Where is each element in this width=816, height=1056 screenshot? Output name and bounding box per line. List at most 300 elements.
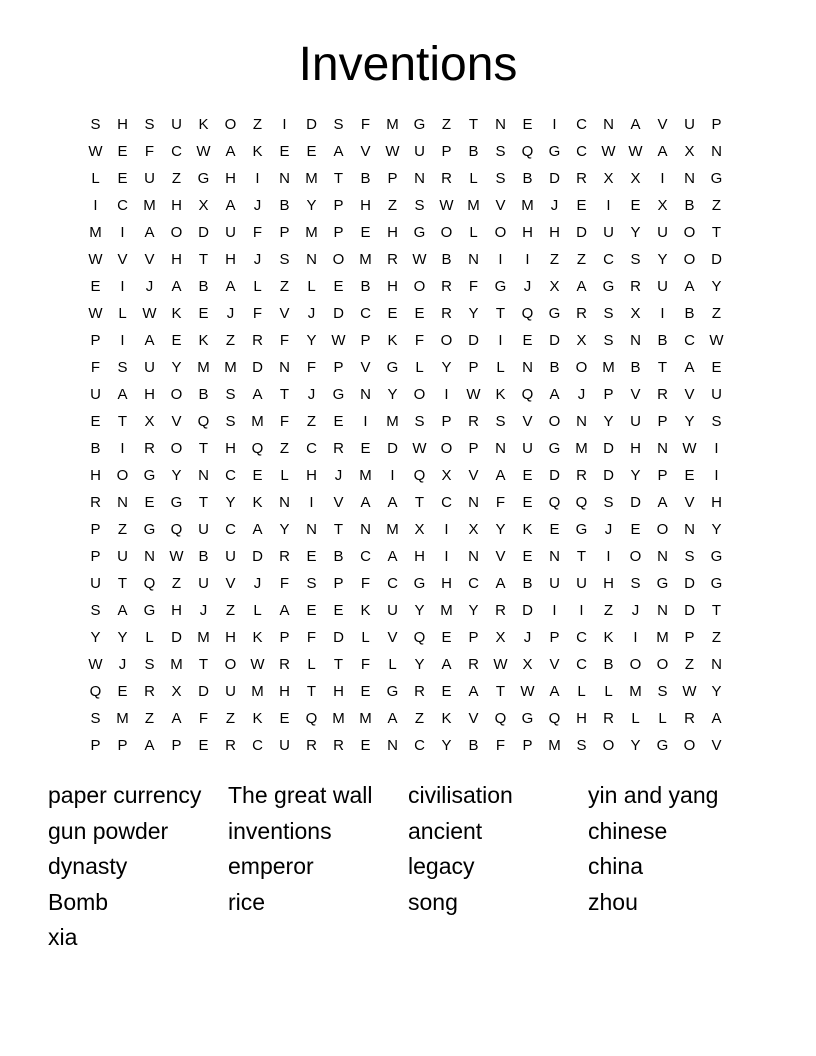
grid-letter: K	[171, 305, 182, 322]
grid-letter: D	[603, 467, 614, 484]
grid-letter: H	[117, 116, 128, 133]
grid-letter: P	[90, 332, 101, 349]
grid-letter: D	[198, 224, 209, 241]
grid-letter: M	[89, 224, 102, 241]
grid-letter: P	[468, 629, 479, 646]
grid-letter: Y	[495, 521, 506, 538]
grid-letter: J	[577, 386, 586, 403]
grid-row	[82, 138, 730, 165]
grid-letter: R	[468, 656, 479, 673]
grid-letter: Z	[603, 602, 614, 619]
grid-letter: I	[714, 467, 719, 484]
grid-letter: E	[144, 494, 155, 511]
word-list-item: The great wall	[228, 782, 373, 808]
grid-letter: A	[144, 737, 155, 754]
grid-row	[82, 354, 730, 381]
grid-letter: E	[90, 278, 101, 295]
grid-letter: V	[360, 359, 371, 376]
grid-letter: E	[333, 602, 344, 619]
word-list-item: gun powder	[48, 817, 169, 844]
grid-letter: V	[225, 575, 236, 592]
grid-letter: S	[90, 602, 101, 619]
grid-letter: S	[225, 413, 236, 430]
grid-letter: W	[169, 548, 184, 565]
grid-letter: S	[630, 575, 641, 592]
grid-letter: D	[576, 224, 587, 241]
grid-letter: L	[388, 656, 397, 673]
grid-letter: R	[252, 332, 263, 349]
grid-letter: W	[682, 683, 697, 700]
grid-letter: R	[306, 737, 317, 754]
grid-letter: M	[629, 683, 642, 700]
grid-letter: H	[522, 224, 533, 241]
grid-row	[82, 327, 730, 354]
grid-letter: O	[170, 224, 183, 241]
grid-letter: L	[280, 467, 289, 484]
grid-letter: Y	[630, 224, 641, 241]
grid-letter: N	[522, 359, 533, 376]
grid-row	[82, 570, 730, 597]
grid-letter: C	[576, 629, 587, 646]
grid-letter: I	[498, 251, 503, 268]
grid-letter: H	[90, 467, 101, 484]
grid-letter: N	[495, 440, 506, 457]
grid-letter: A	[225, 143, 236, 160]
grid-letter: C	[441, 494, 452, 511]
grid-letter: W	[412, 251, 427, 268]
grid-letter: Z	[576, 251, 587, 268]
grid-letter: I	[120, 224, 125, 241]
grid-letter: M	[170, 656, 183, 673]
grid-letter: O	[683, 224, 696, 241]
grid-letter: A	[630, 116, 641, 133]
grid-letter: P	[279, 224, 290, 241]
grid-letter: A	[495, 467, 506, 484]
grid-letter: T	[333, 170, 344, 187]
grid-letter: L	[253, 278, 262, 295]
grid-letter: I	[525, 251, 530, 268]
grid-letter: T	[468, 116, 479, 133]
grid-letter: J	[145, 278, 154, 295]
grid-letter: M	[386, 413, 399, 430]
grid-letter: T	[198, 656, 209, 673]
grid-letter: G	[143, 467, 156, 484]
grid-letter: R	[603, 710, 614, 727]
grid-letter: L	[307, 656, 316, 673]
grid-letter: A	[576, 278, 587, 295]
grid-letter: E	[279, 143, 290, 160]
grid-letter: R	[468, 413, 479, 430]
grid-letter: K	[198, 116, 209, 133]
grid-letter: Y	[468, 602, 479, 619]
grid-letter: H	[225, 629, 236, 646]
grid-letter: D	[684, 575, 695, 592]
grid-letter: L	[631, 710, 640, 727]
word-list-item: xia	[48, 924, 78, 950]
grid-letter: U	[549, 575, 560, 592]
grid-letter: X	[414, 521, 425, 538]
grid-letter: U	[657, 224, 668, 241]
grid-letter: I	[660, 305, 665, 322]
grid-letter: P	[279, 629, 290, 646]
grid-letter: Z	[225, 710, 236, 727]
grid-letter: Y	[387, 386, 398, 403]
grid-letter: I	[633, 629, 638, 646]
word-list-item: emperor	[228, 853, 314, 879]
grid-letter: A	[144, 332, 155, 349]
grid-letter: I	[120, 440, 125, 457]
grid-letter: M	[386, 116, 399, 133]
grid-letter: G	[575, 521, 588, 538]
grid-letter: Z	[225, 602, 236, 619]
grid-letter: G	[332, 386, 345, 403]
grid-letter: M	[359, 251, 372, 268]
grid-letter: C	[117, 197, 128, 214]
grid-letter: O	[494, 224, 507, 241]
grid-letter: Z	[441, 116, 452, 133]
grid-letter: O	[683, 251, 696, 268]
grid-letter: L	[604, 683, 613, 700]
grid-row	[82, 732, 730, 759]
grid-letter: O	[656, 521, 669, 538]
grid-letter: Y	[684, 413, 695, 430]
grid-letter: N	[306, 521, 317, 538]
grid-letter: F	[414, 332, 425, 349]
grid-letter: Y	[603, 413, 614, 430]
grid-letter: G	[143, 521, 156, 538]
grid-letter: P	[387, 170, 398, 187]
grid-letter: E	[630, 197, 641, 214]
grid-letter: N	[711, 143, 722, 160]
grid-letter: B	[549, 359, 560, 376]
grid-letter: Q	[143, 575, 156, 592]
grid-letter: P	[711, 116, 722, 133]
grid-letter: Z	[306, 413, 317, 430]
grid-letter: J	[604, 521, 613, 538]
grid-letter: E	[711, 359, 722, 376]
grid-letter: Q	[521, 305, 534, 322]
grid-letter: I	[120, 278, 125, 295]
grid-letter: E	[684, 467, 695, 484]
grid-letter: N	[657, 548, 668, 565]
grid-letter: G	[197, 170, 210, 187]
grid-letter: G	[143, 602, 156, 619]
grid-letter: E	[306, 548, 317, 565]
grid-letter: O	[170, 440, 183, 457]
grid-letter: K	[198, 332, 209, 349]
grid-letter: G	[710, 548, 723, 565]
grid-letter: C	[576, 116, 587, 133]
grid-letter: L	[118, 305, 127, 322]
grid-letter: A	[387, 548, 398, 565]
grid-letter: C	[603, 251, 614, 268]
grid-letter: A	[684, 278, 695, 295]
grid-letter: S	[225, 386, 236, 403]
grid-letter: S	[495, 170, 506, 187]
grid-letter: R	[279, 548, 290, 565]
grid-letter: J	[631, 602, 640, 619]
grid-letter: P	[333, 359, 344, 376]
grid-letter: N	[468, 251, 479, 268]
grid-letter: Z	[252, 116, 263, 133]
grid-letter: U	[576, 575, 587, 592]
grid-letter: E	[360, 737, 371, 754]
grid-letter: X	[198, 197, 209, 214]
grid-letter: Z	[387, 197, 398, 214]
grid-letter: L	[307, 278, 316, 295]
grid-letter: O	[116, 467, 129, 484]
word-list-item: civilisation	[408, 782, 513, 808]
grid-letter: B	[198, 278, 209, 295]
grid-letter: W	[142, 305, 157, 322]
grid-letter: C	[225, 521, 236, 538]
grid-letter: S	[495, 413, 506, 430]
word-list-item: yin and yang	[588, 782, 719, 808]
grid-letter: A	[360, 494, 371, 511]
grid-letter: B	[522, 575, 533, 592]
grid-letter: M	[656, 629, 669, 646]
grid-letter: B	[468, 143, 479, 160]
grid-letter: W	[682, 440, 697, 457]
grid-letter: K	[603, 629, 614, 646]
grid-letter: D	[468, 332, 479, 349]
grid-letter: J	[226, 305, 235, 322]
page-title: Inventions	[298, 38, 518, 91]
grid-letter: U	[225, 548, 236, 565]
grid-letter: T	[198, 494, 209, 511]
grid-letter: L	[658, 710, 667, 727]
grid-letter: E	[387, 305, 398, 322]
grid-letter: U	[225, 683, 236, 700]
grid-letter: K	[387, 332, 398, 349]
grid-letter: K	[360, 602, 371, 619]
grid-letter: L	[253, 602, 262, 619]
grid-letter: E	[306, 602, 317, 619]
grid-letter: A	[684, 359, 695, 376]
grid-letter: D	[306, 116, 317, 133]
grid-letter: B	[360, 170, 371, 187]
grid-letter: Q	[494, 710, 507, 727]
grid-letter: Q	[413, 629, 426, 646]
grid-letter: R	[441, 278, 452, 295]
grid-letter: S	[495, 143, 506, 160]
grid-letter: H	[225, 440, 236, 457]
grid-letter: H	[360, 197, 371, 214]
grid-letter: A	[144, 224, 155, 241]
grid-letter: N	[360, 386, 371, 403]
grid-letter: R	[495, 602, 506, 619]
grid-row	[82, 678, 730, 705]
grid-letter: D	[684, 602, 695, 619]
grid-letter: U	[387, 602, 398, 619]
grid-letter: H	[549, 224, 560, 241]
grid-letter: P	[117, 737, 128, 754]
grid-letter: Q	[197, 413, 210, 430]
grid-letter: R	[441, 170, 452, 187]
grid-letter: E	[441, 629, 452, 646]
grid-letter: N	[495, 116, 506, 133]
grid-letter: U	[414, 143, 425, 160]
grid-letter: P	[90, 737, 101, 754]
grid-letter: R	[576, 305, 587, 322]
grid-letter: N	[279, 359, 290, 376]
grid-letter: B	[279, 197, 290, 214]
grid-letter: E	[522, 494, 533, 511]
grid-row	[82, 192, 730, 219]
grid-letter: X	[441, 467, 452, 484]
grid-letter: F	[495, 494, 506, 511]
grid-letter: N	[468, 494, 479, 511]
grid-letter: N	[630, 332, 641, 349]
grid-letter: U	[90, 575, 101, 592]
grid-letter: M	[143, 197, 156, 214]
grid-letter: P	[333, 224, 344, 241]
grid-letter: Z	[279, 278, 290, 295]
grid-letter: E	[117, 143, 128, 160]
grid-letter: J	[118, 656, 127, 673]
grid-letter: O	[440, 440, 453, 457]
grid-letter: E	[630, 521, 641, 538]
grid-letter: E	[360, 224, 371, 241]
grid-letter: O	[629, 656, 642, 673]
grid-letter: U	[144, 170, 155, 187]
grid-letter: W	[439, 197, 454, 214]
grid-letter: A	[225, 278, 236, 295]
grid-letter: G	[548, 305, 561, 322]
grid-letter: R	[90, 494, 101, 511]
grid-letter: P	[522, 737, 533, 754]
grid-letter: X	[684, 143, 695, 160]
grid-letter: W	[520, 683, 535, 700]
grid-letter: Z	[171, 575, 182, 592]
grid-letter: P	[333, 197, 344, 214]
grid-letter: D	[333, 629, 344, 646]
grid-letter: D	[603, 440, 614, 457]
grid-letter: J	[253, 197, 262, 214]
word-list-item: ancient	[408, 817, 483, 844]
grid-letter: V	[117, 251, 128, 268]
grid-letter: S	[684, 548, 695, 565]
grid-letter: V	[468, 467, 479, 484]
grid-letter: S	[144, 656, 155, 673]
grid-letter: S	[657, 683, 668, 700]
grid-letter: I	[363, 413, 368, 430]
grid-letter: C	[468, 575, 479, 592]
grid-letter: P	[657, 467, 668, 484]
grid-letter: O	[656, 656, 669, 673]
word-list-item: inventions	[228, 817, 332, 844]
grid-letter: T	[657, 359, 668, 376]
grid-letter: H	[171, 197, 182, 214]
grid-letter: Y	[306, 332, 317, 349]
grid-letter: V	[495, 197, 506, 214]
grid-letter: S	[630, 251, 641, 268]
grid-letter: Y	[225, 494, 236, 511]
grid-letter: Z	[225, 332, 236, 349]
grid-letter: B	[657, 332, 668, 349]
grid-letter: W	[466, 386, 481, 403]
grid-letter: C	[360, 548, 371, 565]
grid-letter: M	[305, 170, 318, 187]
grid-letter: Q	[305, 710, 318, 727]
grid-letter: P	[90, 521, 101, 538]
grid-letter: T	[117, 575, 128, 592]
grid-letter: M	[359, 710, 372, 727]
grid-letter: D	[171, 629, 182, 646]
grid-letter: M	[116, 710, 129, 727]
grid-letter: V	[630, 386, 641, 403]
grid-letter: O	[602, 737, 615, 754]
grid-letter: Q	[521, 386, 534, 403]
grid-letter: E	[522, 548, 533, 565]
grid-letter: E	[117, 683, 128, 700]
grid-letter: A	[468, 683, 479, 700]
grid-letter: U	[684, 116, 695, 133]
grid-letter: V	[711, 737, 722, 754]
grid-letter: U	[225, 224, 236, 241]
grid-letter: F	[279, 413, 290, 430]
grid-letter: T	[198, 440, 209, 457]
grid-letter: Z	[279, 440, 290, 457]
grid-letter: Q	[89, 683, 102, 700]
grid-letter: Z	[684, 656, 695, 673]
grid-letter: G	[656, 575, 669, 592]
grid-letter: V	[657, 116, 668, 133]
grid-letter: I	[498, 332, 503, 349]
grid-letter: E	[306, 143, 317, 160]
word-list	[48, 778, 768, 956]
grid-letter: W	[628, 143, 643, 160]
grid-letter: H	[306, 467, 317, 484]
grid-letter: T	[333, 521, 344, 538]
grid-letter: V	[387, 629, 398, 646]
grid-letter: S	[414, 413, 425, 430]
grid-letter: W	[385, 143, 400, 160]
grid-letter: J	[307, 305, 316, 322]
grid-letter: O	[629, 548, 642, 565]
grid-letter: N	[414, 170, 425, 187]
grid-row	[82, 165, 730, 192]
grid-letter: P	[441, 143, 452, 160]
grid-letter: O	[683, 737, 696, 754]
grid-letter: Z	[117, 521, 128, 538]
grid-letter: Y	[441, 359, 452, 376]
grid-letter: B	[630, 359, 641, 376]
grid-row	[82, 273, 730, 300]
grid-letter: D	[549, 170, 560, 187]
grid-letter: S	[333, 116, 344, 133]
grid-letter: E	[522, 467, 533, 484]
grid-letter: F	[90, 359, 101, 376]
grid-letter: F	[468, 278, 479, 295]
grid-letter: N	[657, 440, 668, 457]
grid-letter: L	[469, 224, 478, 241]
grid-letter: B	[522, 170, 533, 187]
grid-letter: J	[523, 278, 532, 295]
grid-letter: X	[657, 197, 668, 214]
grid-letter: S	[603, 332, 614, 349]
grid-letter: O	[413, 278, 426, 295]
grid-letter: P	[684, 629, 695, 646]
grid-letter: R	[441, 305, 452, 322]
grid-letter: H	[333, 683, 344, 700]
grid-letter: N	[576, 413, 587, 430]
grid-letter: Y	[171, 359, 182, 376]
grid-letter: Z	[144, 710, 155, 727]
grid-letter: V	[279, 305, 290, 322]
grid-letter: K	[522, 521, 533, 538]
grid-letter: I	[255, 170, 260, 187]
